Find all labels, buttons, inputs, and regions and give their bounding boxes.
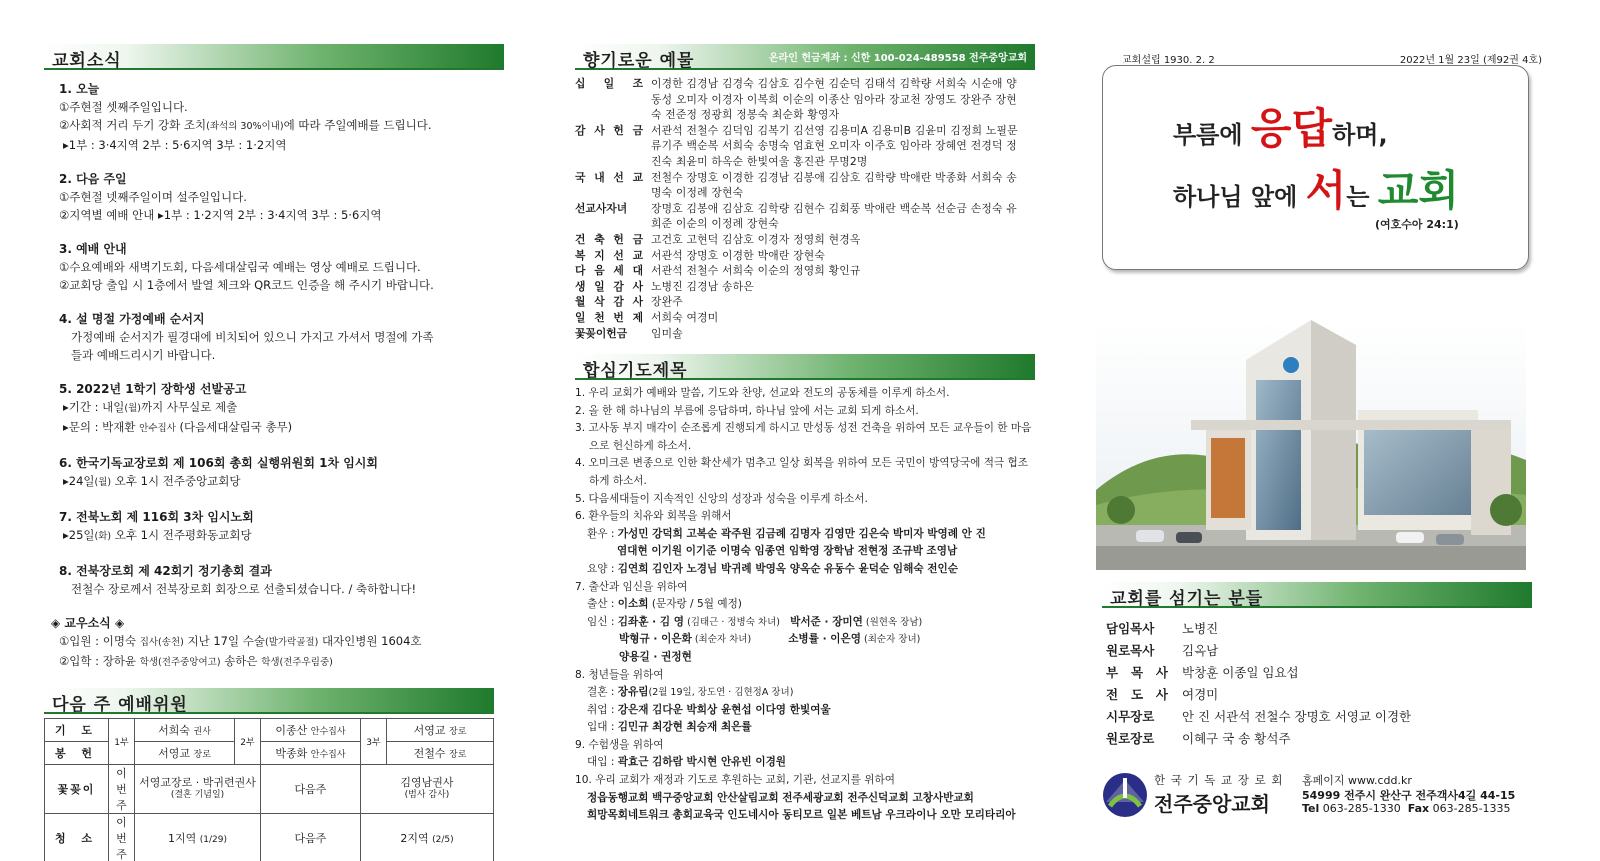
news-heading — [44, 44, 504, 70]
news-item: 4. 설 명절 가정예배 순서지 가정예배 순서지가 필경대에 비치되어 있으니 가지고 가셔서 명절에 가족 들과 예배드리시기 바랍니다. — [59, 312, 434, 362]
denomination: 한 국 기 독 교 장 로 회 — [1154, 773, 1284, 787]
offering-title: 향기로운 예물 — [583, 51, 695, 71]
homepage: 홈페이지 www.cdd.kr — [1302, 774, 1412, 787]
offering-row: 건 축 헌 금 고건호 고현덕 김삼호 이경자 정영희 현경옥 — [575, 232, 861, 246]
staff-row: 부 목 사 박창훈 이종일 임요섭 — [1106, 665, 1299, 680]
prayer-heading — [575, 354, 1035, 380]
masthead-column — [1106, 0, 1567, 861]
founded-date: 교회설립 1930. 2. 2 — [1122, 55, 1215, 66]
news-item: 5. 2022년 1학기 장학생 선발공고 ▸기간 : 내일(월)까지 사무실로 제출 ▸문의 : 박재환 안수집사 (다음세대살림국 총무) — [59, 382, 293, 434]
address: 54999 전주시 완산구 전주객사4길 44-15 — [1302, 789, 1516, 802]
news-item: 3. 예배 안내 ①수요예배와 새벽기도회, 다음세대살림국 예배는 영상 예배로 드립니다. ②교회당 출입 시 1층에서 발열 체크와 QR코드 인증을 해 주시기 바랍니다. — [59, 242, 434, 292]
offering-row: 국 내 선 교 전철수 장명호 이경한 김경남 김봉애 김삼호 김학량 박애란 박종화 서희숙 송명숙 이정례 장현숙 — [575, 170, 1017, 200]
news-item: 1. 오늘 ①주현절 셋째주일입니다. ②사회적 거리 두기 강화 조치(좌석의 30%이내)에 따라 주일예배를 드립니다. ▸1부 : 3·4지역 2부 : 5·6지역 3부 : 1·2지역 — [59, 82, 432, 152]
news-list — [44, 80, 504, 672]
staff-row: 원로장로 이혜구 국 송 황석주 — [1106, 731, 1291, 746]
slogan-line-1: 부름에 응답하며, — [1173, 104, 1388, 153]
serve-table: 기 도 1부 서희숙 권사 2부 이종산 안수집사 3부 서영교 장로 봉 헌 서영교 장로 박종화 안수집사 전철수 장로 꽃꽂이 이번주 서영교장로 · 박귀련권사 (결혼 기념일) 다음주 김영남권사 (범사 감사) 청 소 이번주 1지역 (1/29) 다음주 2지역 (2/5) — [44, 718, 494, 861]
offering-account-note: 온라인 헌금계좌 : 신한 100-024-489558 전주중앙교회 — [768, 53, 1027, 64]
offering-row: 월 삭 감 사 장완주 — [575, 295, 683, 309]
slogan-line-2: 하나님 앞에 서는 교회 — [1173, 166, 1459, 215]
slogan-box — [1102, 65, 1529, 270]
staff-list — [1102, 618, 1532, 750]
serve-heading — [44, 688, 494, 714]
offering-row: 생 일 감 사 노병진 김경남 송하은 — [575, 279, 754, 293]
offering-row: 선교사자녀 장명호 김봉애 김삼호 김학량 김현수 김회풍 박애란 백순복 선순금 손정숙 유희준 이순의 이정례 장현숙 — [575, 201, 1017, 231]
offering-row: 일 천 번 제 서희숙 여경미 — [575, 310, 719, 324]
news-title: 교회소식 — [52, 51, 122, 71]
staff-heading — [1102, 582, 1532, 608]
church-building-illustration — [1096, 320, 1600, 570]
offering-row: 다 음 세 대 서관석 전철수 서희숙 이순의 정영희 황인규 — [575, 264, 861, 278]
news-item: 6. 한국기독교장로회 제 106회 총회 실행위원회 1차 임시회 ▸24일(월) 오후 1시 전주중앙교회당 — [59, 456, 378, 488]
member-news: ◈ 교우소식 ◈ ①입원 : 이명숙 집사(송천) 지난 17일 수술(발가락골절) 대자인병원 1604호 ②입학 : 장하윤 학생(전주중앙여고) 송하은 학생(전주우림중) — [51, 616, 422, 668]
church-footer — [1102, 770, 1542, 820]
staff-row: 원로목사 김옥남 — [1106, 643, 1219, 658]
news-item: 2. 다음 주일 ①주현절 넷째주일이며 설주일입니다. ②지역별 예배 안내 ▸1부 : 1·2지역 2부 : 3·4지역 3부 : 5·6지역 — [59, 172, 382, 222]
staff-row: 담임목사 노병진 — [1106, 621, 1219, 636]
offering-row: 복 지 선 교 서관석 장명호 이경한 박애란 장현숙 — [575, 248, 825, 262]
news-column — [44, 0, 504, 861]
slogan-verse: (여호수아 24:1) — [1375, 218, 1459, 231]
issue-date: 2022년 1월 23일 (제92권 4호) — [1399, 55, 1542, 66]
prayer-title: 합심기도제목 — [583, 361, 688, 381]
offering-row: 십 일 조 이경한 김경남 김경숙 김삼호 김수현 김순덕 김태석 김학량 서희숙 시순애 양동성 오미자 이경자 이복희 이순의 이종산 임아라 장교천 장영도 장완주 장현숙 전준정 정광희 정봉숙 최순화 황영자 — [575, 77, 1017, 122]
prayer-list: 1. 우리 교회가 예배와 말씀, 기도와 찬양, 선교와 전도의 공동체를 이루게 하소서. 2. 올 한 해 하나님의 부름에 응답하며, 하나님 앞에 서는 교회 되게 하소서. 3. 고사동 부지 매각이 순조롭게 진행되게 하시고 만성동 성전 건축을 위하여 모든 교우들이 한 마음으로 헌신하게 하소서. 4. 오미크론 변종으로 인한 확산세가 멈추고 일상 회복을 위하여 모든 국민이 방역당국에 적극 협조하게 하소서. 5. 다음세대들이 지속적인 신앙의 성장과 성숙을 이루게 하소서. 6. 환우들의 치유와 회복을 위해서 환우 : 가성민 강덕희 고복순 곽주원 김금례 김명자 김영만 김은숙 박미자 박영례 안 진 염대현 이기원 이기준 이명숙 임종연 임학영 장학남 전현정 조규박 조영남 요양 : 김연희 김인자 노경님 박귀례 박영옥 양옥순 유동수 윤덕순 임해숙 전인순 7. 출산과 임신을 위하여 출산 : 이소희 (문자랑 / 5월 예정) 임신 : 김좌훈 · 김 영 (김태근 · 정병숙 차녀) 박서준 · 장미연 (원현옥 장남) 박형규 · 이은화 (최순자 차녀) 소병률 · 이은영 (최순자 장녀) 양용길 · 권정현 8. 청년들을 위하여 결혼 : 장유림(2월 19일, 장도연 · 김현정A 장녀) 취업 : 강은재 김다운 박희상 윤현섭 이다영 한빛여울 입대 : 김민규 최강현 최승재 최은률 9. 수험생을 위하여 대입 : 곽효근 김하람 박시현 안유빈 이경원 10. 우리 교회가 재정과 기도로 후원하는 교회, 기관, 선교지를 위하여 정읍동행교회 백구중앙교회 안산살림교회 전주세광교회 전주신덕교회 고창사반교회 희망목회네트워크 총회교육국 인도네시아 동티모르 일본 베트남 우크라이나 오만 모리타리아 — [575, 387, 1032, 822]
offering-list — [575, 76, 1025, 341]
staff-title: 교회를 섬기는 분들 — [1110, 589, 1264, 609]
church-name: 전주중앙교회 — [1154, 792, 1270, 816]
staff-row: 전 도 사 여경미 — [1106, 687, 1219, 702]
offering-heading — [575, 44, 1035, 70]
offering-row: 감 사 헌 금 서관석 전철수 김덕임 김복기 김선영 김용미A 김용미B 김윤미 김정희 노필문 류기주 백순복 서희숙 송명숙 엄효현 오미자 이주호 임아라 장혜연 전경덕 정진숙 최윤미 하옥순 한빛여울 홍진관 무명2명 — [575, 123, 1018, 168]
news-item: 8. 전북장로회 제 42회기 정기총회 결과 전철수 장로께서 전북장로회 회장으로 선출되셨습니다. / 축하합니다! — [59, 564, 417, 596]
contact-numbers: Tel 063-285-1330 Fax 063-285-1335 — [1302, 802, 1511, 815]
staff-row: 시무장로 안 진 서관석 전철수 장명호 서영교 이경한 — [1106, 709, 1412, 724]
offering-row: 꽃꽂이헌금 임미솔 — [575, 326, 683, 340]
church-logo-icon — [1102, 772, 1148, 818]
offering-column — [575, 0, 1035, 861]
news-item: 7. 전북노회 제 116회 3차 임시노회 ▸25일(화) 오후 1시 전주평화동교회당 — [59, 510, 254, 542]
serve-title: 다음 주 예배위원 — [52, 695, 188, 715]
